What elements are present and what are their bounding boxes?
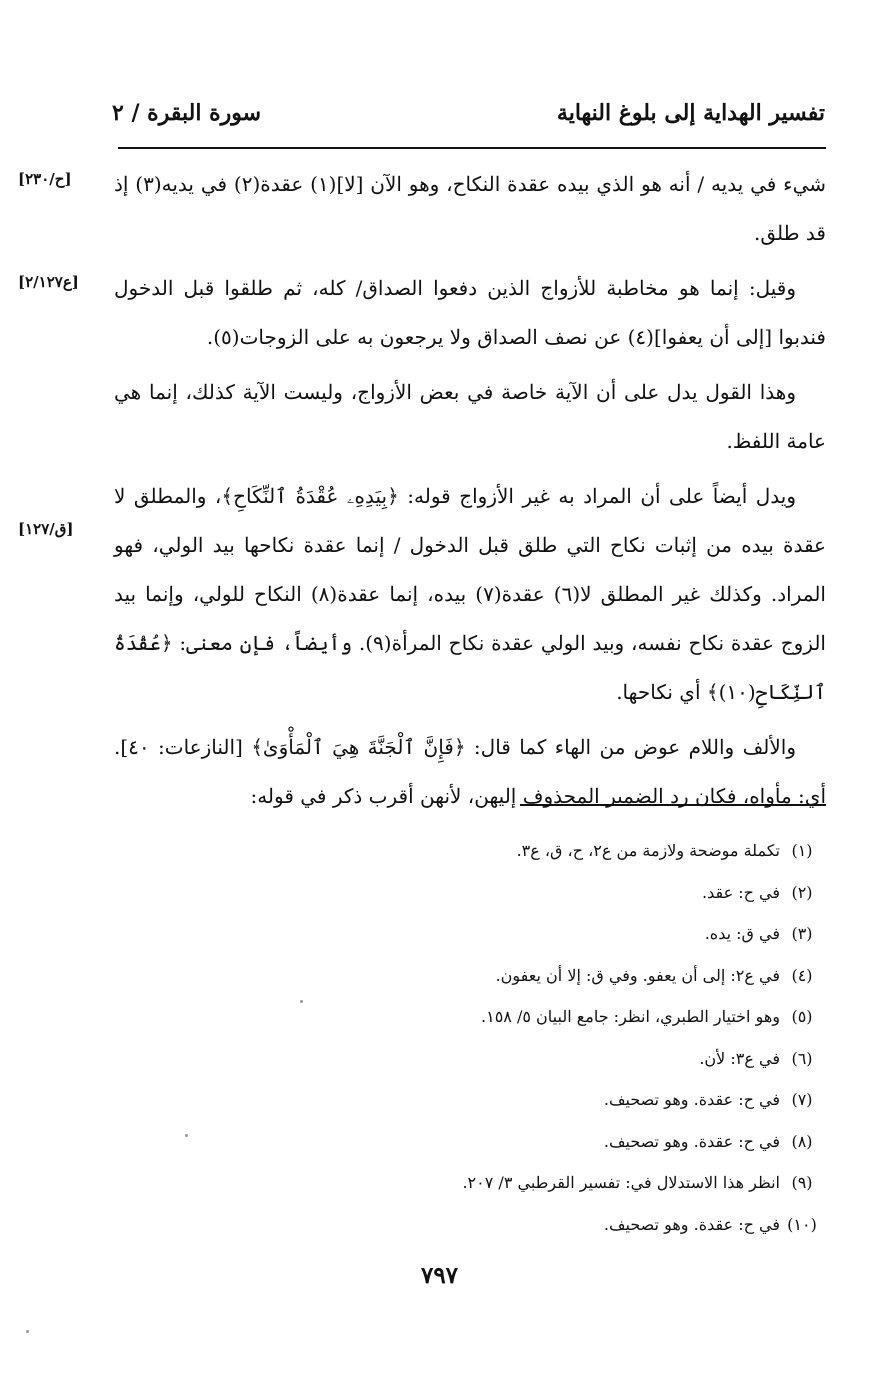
footnote-rule — [520, 804, 826, 806]
footnote-number: (٦) — [791, 1048, 813, 1068]
margin-ref-ms-q: [ق/١٢٧] — [18, 520, 74, 538]
footnote-item — [364, 1121, 824, 1163]
main-text — [114, 160, 826, 827]
footnote-item — [364, 955, 824, 997]
footnote-item — [364, 830, 824, 872]
footnote-text: في ع٢: إلى أن يعفو. وفي ق: إلا أن يعفون. — [495, 965, 780, 985]
footnotes — [364, 830, 824, 1245]
paragraph-3: وهذا القول يدل على أن الآية خاصة في بعض الأزواج، وليست الآية كذلك، إنما هي عامة اللفظ. — [114, 380, 826, 453]
header-rule — [118, 147, 826, 149]
footnote-item — [364, 1204, 824, 1246]
scan-speck — [300, 1000, 303, 1003]
footnote-number: (٧) — [791, 1090, 813, 1110]
paragraph-2: وقيل: إنما هو مخاطبة للأزواج الذين دفعوا الصداق/ كله، ثم طلقوا قبل الدخول فندبوا [إلى أن يعفوا](٤) عن نصف الصداق ولا يرجعون به على الزوجات(٥). — [114, 276, 826, 349]
book-title: تفسير الهداية إلى بلوغ النهاية — [556, 100, 825, 126]
footnote-number: (٩) — [791, 1173, 813, 1193]
footnote-text: وهو اختيار الطبري، انظر: جامع البيان ٥/ ١٥٨. — [481, 1007, 780, 1027]
footnote-number: (١٠) — [787, 1214, 817, 1234]
margin-ref-ms-a2: [ع٢/١٢٧] — [18, 273, 79, 291]
paragraph-5: والألف واللام عوض من الهاء كما قال: ﴿فَإِنَّ ٱلْجَنَّةَ هِيَ ٱلْمَأْوَىٰ﴾ [النازعات: ٤٠]. أي: مأواه، فكان رد الضمير المحذوف إليهن، لأنهن أقرب ذكر في قوله: — [114, 735, 826, 808]
footnote-text: في ح: عقدة. وهو تصحيف. — [603, 1131, 780, 1151]
footnote-number: (٢) — [791, 882, 813, 902]
surah-label: سورة البقرة / ٢ — [112, 100, 262, 126]
footnote-number: (٥) — [791, 1007, 813, 1027]
footnote-item — [364, 996, 824, 1038]
paragraph-4: ويدل أيضاً على أن المراد به غير الأزواج قوله: ﴿بِيَدِهِۦ عُقْدَةُ ٱلنِّكَاحِ﴾، والمطلق لا عقدة بيده من إثبات نكاح التي طلق قبل الدخول / إنما عقدة نكاحها بيد الولي، فهو المراد. وكذلك غير المطلق لا(٦) عقدة(٧) بيده، إنما عقدة(٨) النكاح للولي، وإنما بيد الزوج عقدة نكاح نفسه، وبيد الولي عقدة نكاح المرأة(٩). وأيضاً، فإن معنى: ﴿عُقْدَةُ ٱلنِّكَاحِ(١٠)﴾ أي نكاحها. — [114, 484, 826, 704]
footnote-text: انظر هذا الاستدلال في: تفسير القرطبي ٣/ ٢٠٧. — [462, 1173, 780, 1193]
scan-speck — [26, 1330, 29, 1333]
footnote-text: في ح: عقد. — [702, 882, 780, 902]
footnote-number: (٨) — [791, 1131, 813, 1151]
page-number: ٧٩٧ — [420, 1262, 459, 1289]
scan-speck — [185, 1134, 188, 1137]
footnote-number: (٣) — [791, 924, 813, 944]
margin-ref-ms-h: [ح/٢٣٠] — [18, 170, 72, 188]
footnote-item — [364, 1162, 824, 1204]
footnote-number: (١) — [791, 841, 813, 861]
footnote-text: في ق: يده. — [704, 924, 780, 944]
footnote-item — [364, 1079, 824, 1121]
footnote-item — [364, 872, 824, 914]
footnote-number: (٤) — [791, 965, 813, 985]
paragraph-1: شيء في يديه / أنه هو الذي بيده عقدة النكاح، وهو الآن [لا](١) عقدة(٢) في يديه(٣) إذ قد طلق. — [114, 172, 827, 245]
footnote-text: في ع٣: لأن. — [699, 1048, 780, 1068]
running-header — [100, 100, 825, 140]
footnote-item — [364, 1038, 824, 1080]
footnote-text: في ح: عقدة. وهو تصحيف. — [603, 1214, 780, 1234]
footnote-item — [364, 913, 824, 955]
footnote-text: تكملة موضحة ولازمة من ع٢، ح، ق، ع٣. — [516, 841, 780, 861]
footnote-text: في ح: عقدة. وهو تصحيف. — [603, 1090, 780, 1110]
